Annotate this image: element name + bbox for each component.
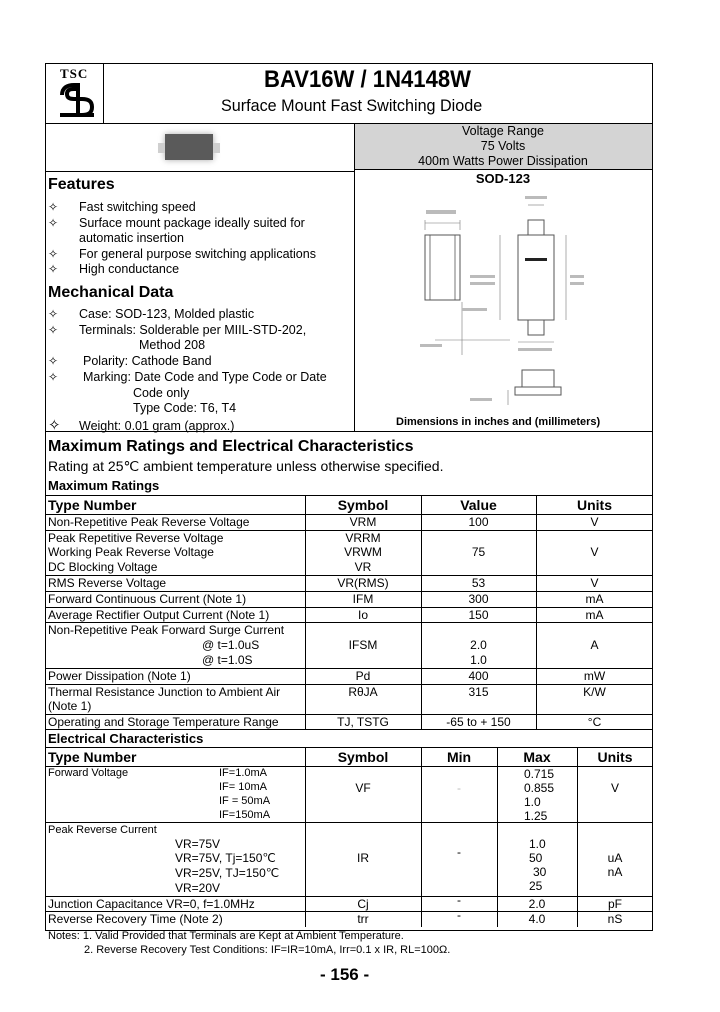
elec-table-top: [45, 747, 653, 748]
table-cell-symbol: VR: [354, 560, 372, 574]
table-cell-cond: IF = 50mA: [219, 795, 271, 807]
table-cell-param: Power Dissipation (Note 1): [48, 669, 191, 683]
table-cell-symbol: VRM: [349, 515, 377, 529]
elec-header-max: Max: [523, 749, 551, 765]
table-cell-param: Peak Repetitive Reverse Voltage: [48, 531, 224, 545]
table-cell-value: 400: [468, 669, 489, 683]
table-cell-min: -: [457, 845, 461, 859]
table-cell-symbol: Cj: [357, 897, 369, 911]
table-cell-symbol: VRRM: [345, 531, 381, 545]
table-cell-unit: mW: [583, 669, 606, 683]
note-1: Notes: 1. Valid Provided that Terminals are Kept at Ambient Temperature.: [48, 930, 404, 942]
elec-label: Electrical Characteristics: [48, 731, 204, 746]
table-cell-min: -: [457, 781, 461, 795]
table-cell-param: Operating and Storage Temperature Range: [48, 715, 279, 729]
table-cell-unit: mA: [585, 608, 604, 622]
table-cell-cond: @ t=1.0uS: [202, 638, 260, 652]
table-cell-value: -65 to + 150: [446, 715, 511, 729]
table-cell-symbol: IR: [357, 851, 369, 865]
table-cell-param: DC Blocking Voltage: [48, 560, 158, 574]
package-outline-diagram: [410, 190, 585, 415]
features-title: Features: [48, 176, 115, 193]
table-cell-value: 75: [471, 545, 486, 559]
table-cell-param: Average Rectifier Output Current (Note 1): [48, 608, 270, 622]
elec-header-min: Min: [446, 749, 472, 765]
mech-bullet-icon: ✧: [48, 370, 59, 384]
elec-header-units: Units: [597, 749, 633, 765]
voltage-value: 75 Volts: [480, 139, 526, 153]
elec-header-type: Type Number: [48, 749, 137, 765]
max-header-symbol: Symbol: [337, 497, 389, 513]
table-cell-max: 2.0: [528, 897, 546, 911]
part-subtitle: Surface Mount Fast Switching Diode: [221, 96, 483, 115]
feature-item: High conductance: [79, 262, 180, 276]
tsc-logo-icon: [60, 81, 96, 119]
table-cell-unit: V: [610, 781, 619, 795]
table-cell-unit: °C: [587, 715, 602, 729]
image-divider: [45, 171, 354, 172]
table-cell-cond: IF=1.0mA: [219, 767, 267, 779]
table-cell-param: RMS Reverse Voltage: [48, 576, 167, 590]
mech-polarity: Polarity: Cathode Band: [83, 354, 212, 368]
table-cell-value: 150: [468, 608, 489, 622]
feature-item: For general purpose switching applications: [79, 247, 316, 261]
table-cell-max: 1.0: [529, 837, 546, 851]
logo-text: TSC: [60, 66, 89, 81]
table-cell-unit: V: [590, 515, 599, 529]
table-cell-symbol: IFM: [352, 592, 374, 606]
summary-divider: [354, 169, 653, 170]
table-cell-unit: V: [590, 576, 599, 590]
mech-bullet-icon: ✧: [48, 323, 59, 337]
feature-item: automatic insertion: [79, 231, 184, 245]
table-cell-value: 315: [468, 685, 489, 699]
note-2: 2. Reverse Recovery Test Conditions: IF=IR=10mA, Irr=0.1 x IR, RL=100Ω.: [84, 944, 451, 956]
diagram-caption: Dimensions in inches and (millimeters): [396, 416, 601, 428]
table-cell-cond: VR=75V: [175, 837, 221, 851]
table-cell-param: Non-Repetitive Peak Forward Surge Current: [48, 623, 285, 637]
row-divider: [45, 766, 653, 767]
table-cell-symbol: VRWM: [344, 545, 382, 559]
mechanical-title: Mechanical Data: [48, 284, 174, 301]
table-cell-cond: VR=20V: [175, 881, 221, 895]
table-cell-symbol: TJ, TSTG: [337, 715, 389, 729]
table-cell-symbol: IFSM: [348, 638, 378, 652]
table-cell-cond: VR=25V, TJ=150℃: [175, 866, 280, 880]
table-cell-symbol: RθJA: [348, 685, 378, 699]
ratings-divider: [45, 431, 653, 432]
feature-bullet-icon: ✧: [48, 247, 59, 261]
table-cell-symbol: Pd: [355, 669, 371, 683]
table-cell-param: Reverse Recovery Time (Note 2): [48, 912, 223, 926]
package-lead-left: [158, 143, 165, 153]
table-cell-max: 1.25: [524, 809, 548, 823]
page-number: - 156 -: [320, 965, 370, 984]
table-cell-unit: nA: [607, 865, 623, 879]
mech-weight: Weight: 0.01 gram (approx.): [79, 419, 235, 433]
table-cell-unit: mA: [585, 592, 604, 606]
table-cell-symbol: VR(RMS): [337, 576, 389, 590]
table-cell-unit: pF: [607, 897, 622, 911]
part-title: BAV16W / 1N4148W: [264, 66, 471, 93]
table-cell-param: Forward Continuous Current (Note 1): [48, 592, 247, 606]
logo-divider: [103, 63, 104, 123]
table-cell-max: 1.0: [524, 795, 541, 809]
table-cell-param: Thermal Resistance Junction to Ambient Air: [48, 685, 281, 699]
max-header-type: Type Number: [48, 497, 137, 513]
mech-bullet-icon: ✧: [48, 417, 61, 434]
table-cell-unit: K/W: [583, 685, 606, 699]
table-cell-min: -: [457, 893, 461, 907]
package-photo: [165, 134, 213, 160]
table-cell-cond: IF= 10mA: [219, 781, 267, 793]
max-ratings-label: Maximum Ratings: [48, 478, 160, 493]
mech-case: Case: SOD-123, Molded plastic: [79, 307, 255, 321]
table-cell-max: 50: [529, 851, 543, 865]
table-cell-unit: nS: [607, 912, 623, 926]
table-cell-unit: V: [590, 545, 599, 559]
table-cell-max: 30: [533, 865, 547, 879]
table-cell-cond: VR=75V, Tj=150℃: [175, 851, 276, 865]
table-cell-param: Junction Capacitance VR=0, f=1.0MHz: [48, 897, 255, 911]
table-cell-param: Forward Voltage: [48, 767, 129, 779]
row-divider: [45, 822, 653, 823]
feature-bullet-icon: ✧: [48, 200, 59, 214]
mech-code-only: Code only: [133, 386, 190, 400]
feature-bullet-icon: ✧: [48, 262, 59, 276]
table-cell-max: 0.715: [524, 767, 555, 781]
table-cell-value: 1.0: [470, 653, 487, 667]
table-cell-max: 0.855: [524, 781, 555, 795]
table-cell-param: Peak Reverse Current: [48, 824, 157, 836]
table-cell-symbol: Io: [357, 608, 368, 622]
mech-method: Method 208: [139, 338, 206, 352]
table-cell-max: 25: [529, 879, 543, 893]
table-cell-value: 2.0: [470, 638, 487, 652]
mech-terminals: Terminals: Solderable per MIIL-STD-202,: [79, 323, 307, 337]
mech-type-code: Type Code: T6, T4: [133, 401, 237, 415]
mech-bullet-icon: ✧: [48, 354, 59, 368]
power-value: 400m Watts Power Dissipation: [418, 154, 588, 168]
table-cell-symbol: trr: [357, 912, 369, 926]
ratings-subtitle: Rating at 25℃ ambient temperature unless otherwise specified.: [48, 458, 444, 474]
table-cell-unit: A: [590, 638, 599, 652]
max-header-value: Value: [460, 497, 497, 513]
row-divider: [45, 729, 653, 730]
ratings-title: Maximum Ratings and Electrical Characteristics: [48, 438, 414, 455]
max-table-top: [45, 495, 653, 496]
table-cell-value: 53: [471, 576, 486, 590]
table-cell-symbol: VF: [355, 781, 371, 795]
table-cell-max: 4.0: [528, 912, 546, 926]
table-cell-param: (Note 1): [48, 699, 92, 713]
table-cell-cond: IF=150mA: [219, 809, 271, 821]
feature-item: Surface mount package ideally suited for: [79, 216, 305, 230]
table-cell-param: Non-Repetitive Peak Reverse Voltage: [48, 515, 250, 529]
mech-marking: Marking: Date Code and Type Code or Date: [83, 370, 327, 384]
table-cell-unit: uA: [607, 851, 623, 865]
package-name: SOD-123: [475, 171, 531, 186]
package-lead-right: [213, 143, 220, 153]
voltage-range-label: Voltage Range: [461, 124, 544, 138]
feature-item: Fast switching speed: [79, 200, 196, 214]
table-cell-cond: @ t=1.0S: [202, 653, 253, 667]
elec-header-symbol: Symbol: [337, 749, 389, 765]
table-cell-param: Working Peak Reverse Voltage: [48, 545, 214, 559]
table-cell-min: -: [457, 908, 461, 922]
feature-bullet-icon: ✧: [48, 216, 59, 230]
table-cell-value: 100: [468, 515, 489, 529]
max-header-units: Units: [577, 497, 612, 513]
mech-bullet-icon: ✧: [48, 307, 59, 321]
table-cell-value: 300: [468, 592, 489, 606]
